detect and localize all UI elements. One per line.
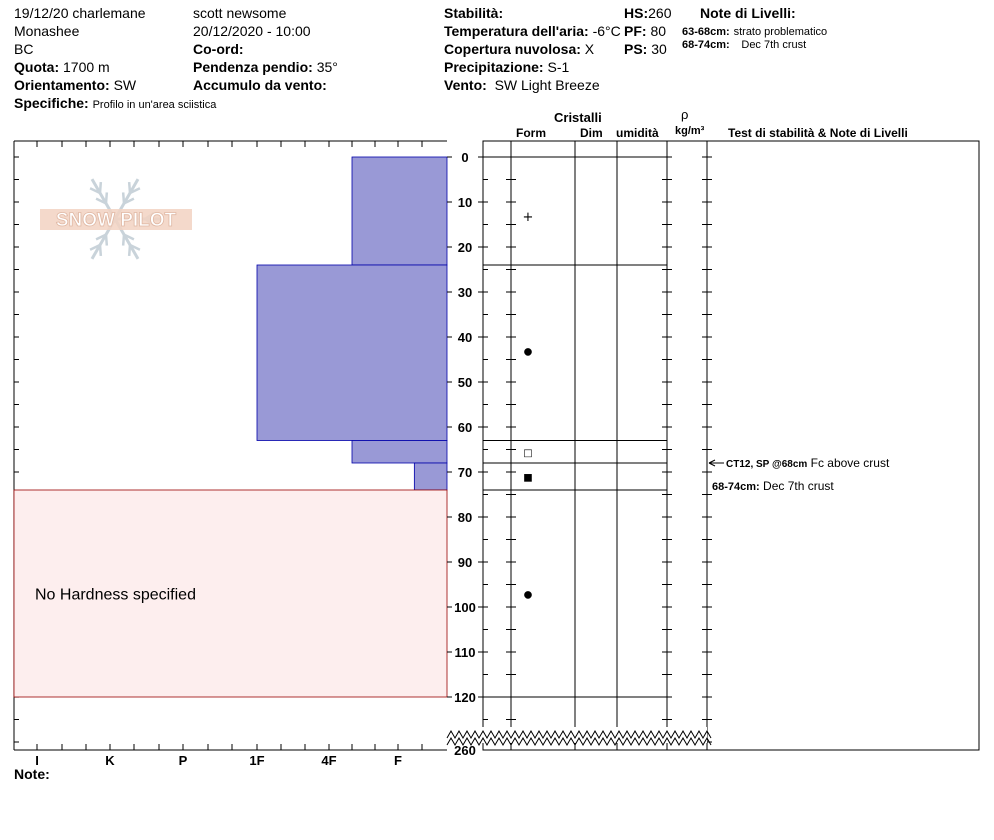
hardness-label-4F: 4F xyxy=(321,753,337,768)
crystal-form-2: ● xyxy=(523,346,533,358)
stability-label: Stabilità: xyxy=(444,5,504,21)
precip-value: S-1 xyxy=(547,59,570,75)
depth-label: 40 xyxy=(457,330,473,345)
aspect-label: Orientamento: xyxy=(14,77,110,93)
crystal-form-5: ● xyxy=(523,589,533,601)
pf-label: PF: xyxy=(624,23,647,39)
right-layer-note-text: Dec 7th crust xyxy=(759,479,834,493)
precip-label: Precipitazione: xyxy=(444,59,544,75)
depth-label: 100 xyxy=(454,600,476,615)
aspect-value: SW xyxy=(113,77,137,93)
hardness-label-1F: 1F xyxy=(249,753,265,768)
depth-label: 70 xyxy=(457,465,473,480)
layer-note-2-range: 68-74cm: xyxy=(682,39,730,51)
depth-label: 80 xyxy=(457,510,473,525)
form-header: Form xyxy=(516,126,546,140)
hardness-bar-1 xyxy=(352,157,447,265)
specifics-label: Specifiche: xyxy=(14,95,89,111)
rho-header: ρ xyxy=(681,107,689,122)
stability-test-1 xyxy=(726,456,890,470)
right-layer-note-1 xyxy=(712,479,834,493)
crystal-form-1: + xyxy=(522,210,534,225)
depth-label: 50 xyxy=(457,375,473,390)
depth-label: 60 xyxy=(457,420,473,435)
layer-notes-title: Note di Livelli: xyxy=(700,5,796,21)
size-header: Dim xyxy=(580,126,603,140)
hardness-bar-3 xyxy=(352,441,447,464)
density-unit-header: kg/m³ xyxy=(675,125,705,137)
moisture-header: umidità xyxy=(616,126,659,140)
elevation-value: 1700 m xyxy=(63,59,110,75)
crystals-header: Cristalli xyxy=(554,110,602,125)
tests-notes-header: Test di stabilità & Note di Livelli xyxy=(728,126,908,140)
stability-test-label: CT12, SP @68cm xyxy=(726,459,808,470)
no-hardness-label: No Hardness specified xyxy=(35,586,196,604)
hardness-label-F: F xyxy=(394,753,402,768)
sky-value: X xyxy=(584,41,595,57)
snowflake-branch xyxy=(100,245,101,256)
elevation-label: Quota: xyxy=(14,59,60,75)
grid-frame xyxy=(483,141,979,750)
crystal-form-3: □ xyxy=(523,447,533,459)
wind-value: SW Light Breeze xyxy=(494,77,600,93)
slope-value: 35° xyxy=(316,59,338,75)
pf-value: 80 xyxy=(650,23,667,39)
snowflake-branch xyxy=(106,192,107,203)
specifics-value: Profilo in un'area sciistica xyxy=(92,99,217,111)
depth-label: 10 xyxy=(457,195,473,210)
air-temp-value: -6°C xyxy=(592,23,621,39)
snowflake-branch xyxy=(123,235,124,246)
note-label: Note: xyxy=(14,766,50,782)
depth-label: 30 xyxy=(457,285,473,300)
depth-label: 120 xyxy=(454,690,476,705)
right-layer-note-range: 68-74cm: xyxy=(712,481,760,493)
snowflake-branch xyxy=(100,182,101,193)
depth-label: 0 xyxy=(461,150,469,165)
slope-label: Pendenza pendio: xyxy=(193,59,313,75)
datetime: 20/12/2020 - 10:00 xyxy=(193,23,311,39)
date-location: 19/12/20 charlemane xyxy=(14,5,146,21)
sky-label: Copertura nuvolosa: xyxy=(444,41,581,57)
logo-text: SNOW PILOT xyxy=(55,210,177,231)
hardness-bar-2 xyxy=(257,265,447,441)
range: Monashee xyxy=(14,23,80,39)
snowflake-branch xyxy=(129,182,130,193)
ps-label: PS: xyxy=(624,41,648,57)
hs-label: HS: xyxy=(624,5,649,21)
hs-value: 260 xyxy=(648,5,672,21)
snowflake-branch xyxy=(123,192,124,203)
hardness-bar-4 xyxy=(414,463,447,490)
depth-label: 20 xyxy=(457,240,473,255)
hardness-label-P: P xyxy=(178,753,188,768)
region: BC xyxy=(14,41,34,57)
depth-label: 90 xyxy=(457,555,473,570)
wind-loading-label: Accumulo da vento: xyxy=(193,77,327,93)
layer-note-1-text: strato problematico xyxy=(733,26,828,38)
snowflake-branch xyxy=(129,245,130,256)
observer: scott newsome xyxy=(193,5,287,21)
ps-value: 30 xyxy=(651,41,667,57)
wind-label: Vento: xyxy=(444,77,487,93)
layer-note-1-range: 63-68cm: xyxy=(682,26,730,38)
hardness-label-K: K xyxy=(105,753,115,768)
snowpilot-logo xyxy=(40,179,192,259)
air-temp-label: Temperatura dell'aria: xyxy=(444,23,589,39)
stability-test-comment: Fc above crust xyxy=(807,456,890,470)
coord-label: Co-ord: xyxy=(193,41,244,57)
depth-label: 110 xyxy=(454,645,476,660)
layer-note-2-text: Dec 7th crust xyxy=(741,39,807,51)
hardness-label-I: I xyxy=(35,753,39,768)
depth-bottom-label: 260 xyxy=(454,743,476,758)
crystal-form-4: ■ xyxy=(523,472,533,484)
snowflake-branch xyxy=(106,235,107,246)
